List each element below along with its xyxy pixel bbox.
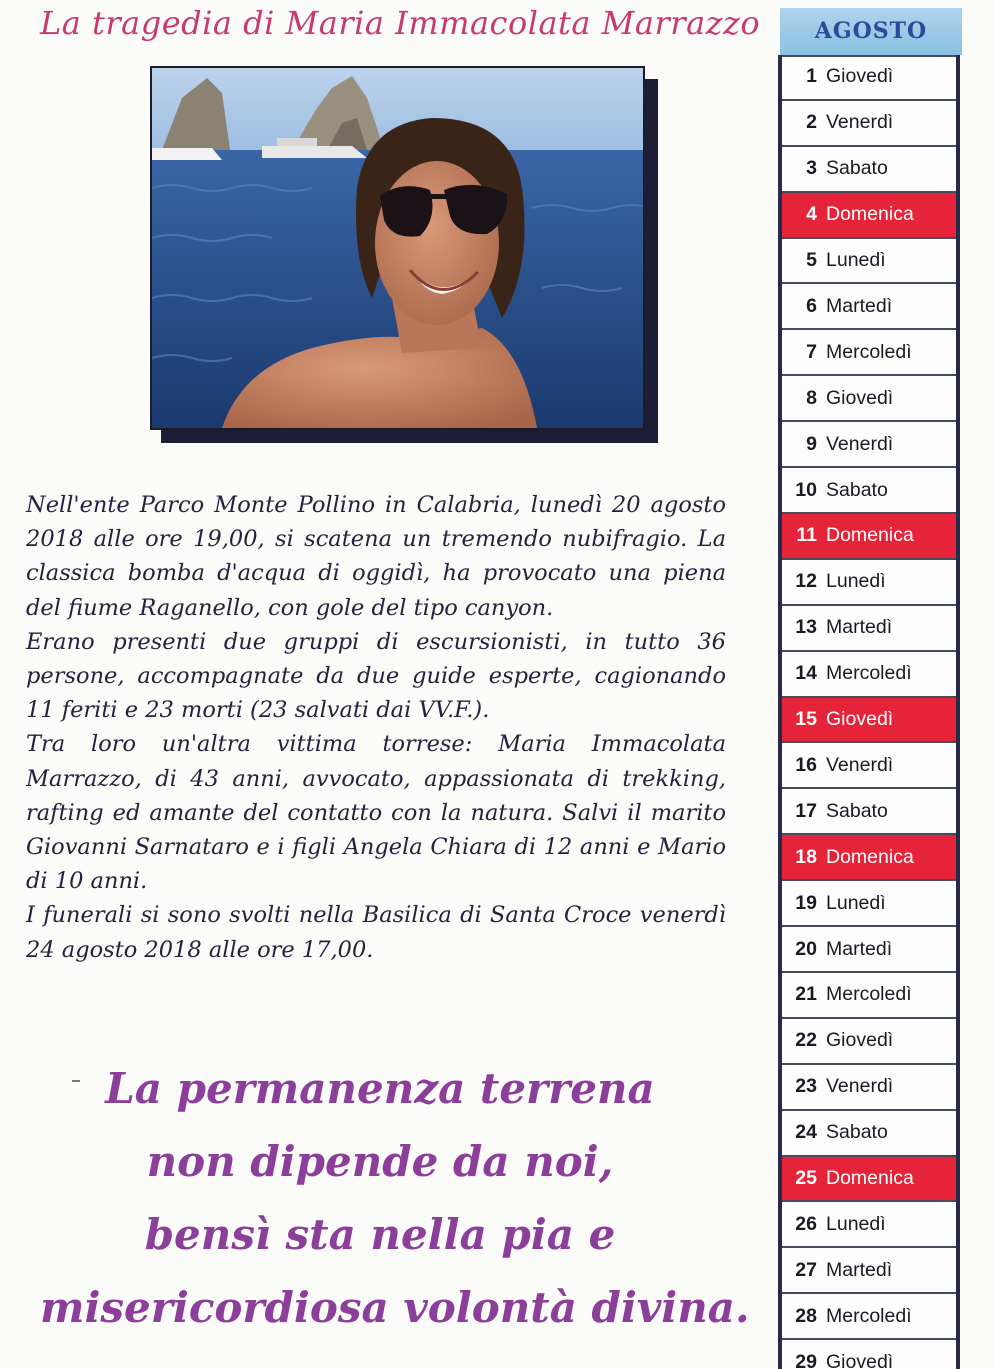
day-number: 19: [795, 891, 817, 914]
day-number: 15: [795, 708, 817, 731]
calendar-day-row: [782, 973, 956, 1019]
day-number: 24: [795, 1121, 817, 1144]
day-name: Lunedì: [826, 1212, 886, 1235]
day-number: 2: [806, 111, 817, 134]
day-name: Sabato: [826, 1121, 888, 1144]
calendar-day-row: [782, 881, 956, 927]
calendar-day-row: [782, 744, 956, 790]
day-name: Venerdì: [826, 432, 894, 455]
calendar-day-row: [782, 835, 956, 881]
day-name: Domenica: [826, 1167, 914, 1190]
day-number: 20: [795, 937, 817, 960]
day-name: Martedì: [826, 937, 893, 960]
calendar-day-row: [782, 927, 956, 973]
calendar-month-header: AGOSTO: [780, 8, 962, 55]
quote-line: bensì sta nella pia e: [144, 1210, 616, 1259]
day-name: Giovedì: [826, 1350, 894, 1369]
day-name: Mercoledì: [826, 1304, 912, 1327]
calendar-day-row: [782, 652, 956, 698]
day-number: 14: [795, 662, 817, 685]
day-number: 22: [795, 1029, 817, 1052]
page-title: La tragedia di Maria Immacolata Marrazzo: [40, 4, 761, 42]
calendar-day-row: [782, 1019, 956, 1065]
day-number: 21: [795, 983, 817, 1006]
paragraph: I funerali si sono svolti nella Basilica di Santa Croce venerdì 24 agosto 2018 alle ore 17,00.: [26, 902, 726, 963]
calendar-day-row: [782, 606, 956, 652]
day-number: 6: [806, 294, 817, 317]
calendar-day-row: [782, 1203, 956, 1249]
day-name: Lunedì: [826, 891, 886, 914]
day-number: 12: [795, 570, 817, 593]
day-number: 18: [795, 845, 817, 868]
portrait-illustration: [152, 68, 643, 428]
day-number: 3: [806, 157, 817, 180]
calendar-day-row: [782, 1248, 956, 1294]
calendar-day-row: [782, 376, 956, 422]
quote-line: misericordiosa volontà divina.: [40, 1283, 750, 1332]
day-number: 13: [795, 616, 817, 639]
calendar-day-row: [782, 468, 956, 514]
day-number: 10: [795, 478, 817, 501]
calendar-day-row: [782, 101, 956, 147]
day-name: Venerdì: [826, 753, 894, 776]
day-number: 28: [795, 1304, 817, 1327]
day-name: Giovedì: [826, 65, 894, 88]
quote-line: non dipende da noi,: [146, 1137, 614, 1186]
day-name: Lunedì: [826, 570, 886, 593]
calendar-day-row: [782, 789, 956, 835]
day-number: 4: [806, 203, 817, 226]
day-number: 27: [795, 1258, 817, 1281]
paragraph: Tra loro un'altra vittima torrese: Maria Immacolata Marrazzo, di 43 anni, avvocato, appassionata di trekking, rafting ed amante del contatto con la natura. Salvi il marito Giovanni Sarnataro e i figli Angela Chiara di 12 anni e Mario di 10 anni.: [26, 731, 726, 895]
calendar-day-row: [782, 514, 956, 560]
day-number: 8: [806, 386, 817, 409]
day-number: 9: [806, 432, 817, 455]
day-name: Giovedì: [826, 1029, 894, 1052]
calendar-day-row: [782, 147, 956, 193]
day-name: Giovedì: [826, 708, 894, 731]
portrait-photo: [150, 66, 645, 430]
day-name: Mercoledì: [826, 662, 912, 685]
calendar-day-row: [782, 1157, 956, 1203]
calendar-day-row: [782, 1340, 956, 1369]
day-name: Venerdì: [826, 1075, 894, 1098]
calendar-day-row: [782, 330, 956, 376]
calendar-day-row: [782, 285, 956, 331]
day-name: Martedì: [826, 1258, 893, 1281]
calendar-day-list: [778, 55, 960, 1369]
day-name: Giovedì: [826, 386, 894, 409]
day-number: 7: [806, 340, 817, 363]
day-number: 11: [796, 524, 817, 547]
day-name: Lunedì: [826, 249, 886, 272]
paragraph: Erano presenti due gruppi di escursionisti, in tutto 36 persone, accompagnate da due guide esperte, cagionando 11 feriti e 23 morti (23 salvati dai VV.F.).: [26, 628, 726, 724]
day-number: 5: [806, 249, 817, 272]
day-number: 16: [795, 753, 817, 776]
day-name: Sabato: [826, 157, 888, 180]
day-name: Domenica: [826, 524, 914, 547]
day-name: Venerdì: [826, 111, 894, 134]
day-number: 23: [795, 1075, 817, 1098]
calendar-day-row: [782, 193, 956, 239]
paragraph: Nell'ente Parco Monte Pollino in Calabria, lunedì 20 agosto 2018 alle ore 19,00, si scatena un tremendo nubifragio. La classica bomba d'acqua di oggidì, ha provocato una piena del fiume Raganello, con gole del tipo canyon.: [26, 492, 726, 621]
calendar-day-row: [782, 239, 956, 285]
day-name: Mercoledì: [826, 340, 912, 363]
day-name: Sabato: [826, 799, 888, 822]
day-number: 17: [795, 799, 817, 822]
day-number: 29: [795, 1350, 817, 1369]
calendar-day-row: [782, 55, 956, 101]
closing-quote: [40, 1052, 750, 1344]
day-number: 25: [795, 1167, 817, 1190]
day-name: Domenica: [826, 203, 914, 226]
day-name: Domenica: [826, 845, 914, 868]
day-name: Sabato: [826, 478, 888, 501]
day-number: 1: [806, 65, 817, 88]
calendar-day-row: [782, 560, 956, 606]
calendar-day-row: [782, 698, 956, 744]
article-body: [26, 488, 726, 967]
day-name: Martedì: [826, 616, 893, 639]
day-name: Mercoledì: [826, 983, 912, 1006]
calendar-day-row: [782, 1111, 956, 1157]
day-name: Martedì: [826, 294, 893, 317]
calendar-day-row: [782, 1065, 956, 1111]
calendar-day-row: [782, 422, 956, 468]
day-number: 26: [795, 1212, 817, 1235]
quote-line: La permanenza terrena: [105, 1064, 655, 1113]
calendar-day-row: [782, 1294, 956, 1340]
